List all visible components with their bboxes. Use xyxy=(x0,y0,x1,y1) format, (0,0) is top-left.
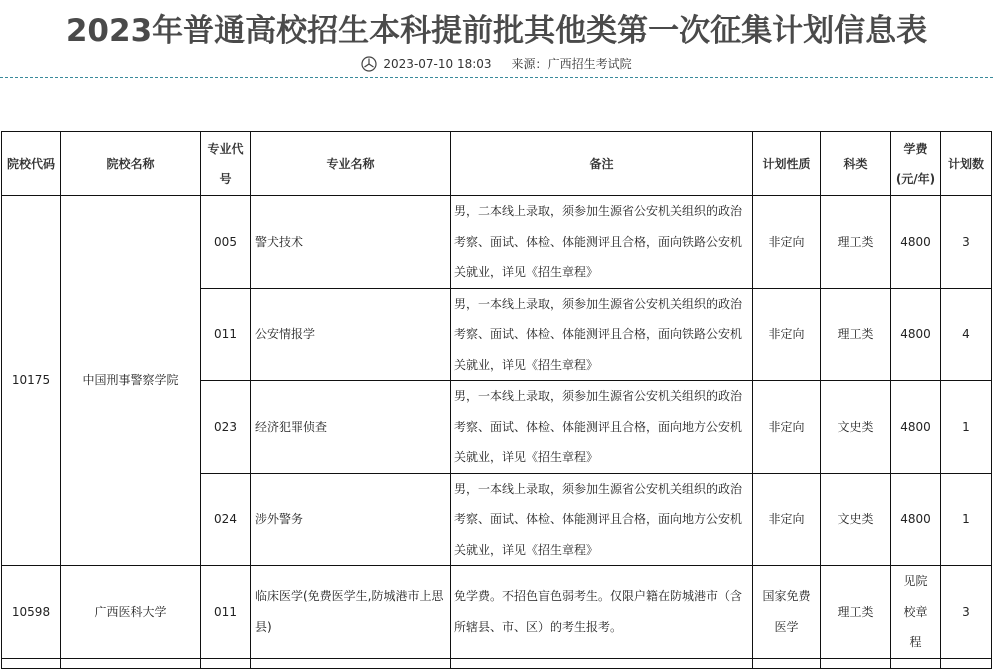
school-name-cell: 广西医科大学 xyxy=(61,566,201,659)
school-code-cell: 10598 xyxy=(2,566,61,659)
major-code-cell: 023 xyxy=(201,381,251,474)
remarks-cell: 男，一本线上录取，须参加生源省公安机关组织的政治考察、面试、体检、体能测评且合格，面向地方公安机关就业，详见《招生章程》 xyxy=(451,381,753,474)
subject-cell: 理工类 xyxy=(821,566,891,659)
tuition-cell: 4800 xyxy=(891,196,941,289)
remarks-cell: 免学费。不招色盲色弱考生。仅限户籍在防城港市（含所辖县、市、区）的考生报考。 xyxy=(451,566,753,659)
subject-cell: 理工类 xyxy=(821,288,891,381)
quota-cell: 3 xyxy=(941,566,992,659)
major-name-cell: 警犬技术 xyxy=(251,196,451,289)
major-name-cell: 经济犯罪侦查 xyxy=(251,381,451,474)
header-subject: 科类 xyxy=(821,132,891,196)
remarks-cell: 男，一本线上录取，须参加生源省公安机关组织的政治考察、面试、体检、体能测评且合格，面向地方公安机关就业，详见《招生章程》 xyxy=(451,473,753,566)
major-code-cell: 024 xyxy=(201,473,251,566)
major-code-cell: 011 xyxy=(201,566,251,659)
header-school-code: 院校代码 xyxy=(2,132,61,196)
quota-cell: 1 xyxy=(941,381,992,474)
school-name-cell: 中国刑事警察学院 xyxy=(61,196,201,566)
remarks-cell: 男，二本线上录取，须参加生源省公安机关组织的政治考察、面试、体检、体能测评且合格，面向铁路公安机关就业，详见《招生章程》 xyxy=(451,196,753,289)
major-code-cell: 005 xyxy=(201,196,251,289)
enrollment-plan-table xyxy=(1,131,992,669)
plan-type-cell: 非定向 xyxy=(753,381,821,474)
tuition-cell: 4800 xyxy=(891,473,941,566)
subject-cell: 文史类 xyxy=(821,473,891,566)
tuition-cell: 4800 xyxy=(891,381,941,474)
table-row xyxy=(2,566,992,659)
quota-cell: 3 xyxy=(941,196,992,289)
table-row-partial xyxy=(2,658,992,668)
table-row xyxy=(2,196,992,289)
plan-type-cell: 国家免费医学 xyxy=(753,566,821,659)
subject-cell: 理工类 xyxy=(821,196,891,289)
subject-cell: 文史类 xyxy=(821,381,891,474)
header-school-name: 院校名称 xyxy=(61,132,201,196)
major-name-cell: 公安情报学 xyxy=(251,288,451,381)
header-quota: 计划数 xyxy=(941,132,992,196)
quota-cell: 4 xyxy=(941,288,992,381)
remarks-cell: 男，一本线上录取，须参加生源省公安机关组织的政治考察、面试、体检、体能测评且合格，面向铁路公安机关就业，详见《招生章程》 xyxy=(451,288,753,381)
major-code-cell: 011 xyxy=(201,288,251,381)
source-label: 来源： xyxy=(511,57,548,71)
header-plan-type: 计划性质 xyxy=(753,132,821,196)
plan-type-cell: 非定向 xyxy=(753,288,821,381)
publish-datetime: 2023-07-10 18:03 xyxy=(383,57,492,71)
header-tuition: 学费 (元/年) xyxy=(891,132,941,196)
header-major-name: 专业名称 xyxy=(251,132,451,196)
tuition-cell: 见院校章程 xyxy=(891,566,941,659)
table-header-row xyxy=(2,132,992,196)
tuition-cell: 4800 xyxy=(891,288,941,381)
major-name-cell: 涉外警务 xyxy=(251,473,451,566)
plan-type-cell: 非定向 xyxy=(753,196,821,289)
plan-type-cell: 非定向 xyxy=(753,473,821,566)
header-divider xyxy=(0,77,993,78)
clock-icon xyxy=(361,56,377,72)
article-meta xyxy=(0,54,993,74)
source-name: 广西招生考试院 xyxy=(547,57,632,71)
header-remarks: 备注 xyxy=(451,132,753,196)
major-name-cell: 临床医学(免费医学生,防城港市上思县) xyxy=(251,566,451,659)
header-major-code: 专业代 号 xyxy=(201,132,251,196)
quota-cell: 1 xyxy=(941,473,992,566)
page-title: 2023年普通高校招生本科提前批其他类第一次征集计划信息表 xyxy=(65,13,928,49)
school-code-cell: 10175 xyxy=(2,196,61,566)
